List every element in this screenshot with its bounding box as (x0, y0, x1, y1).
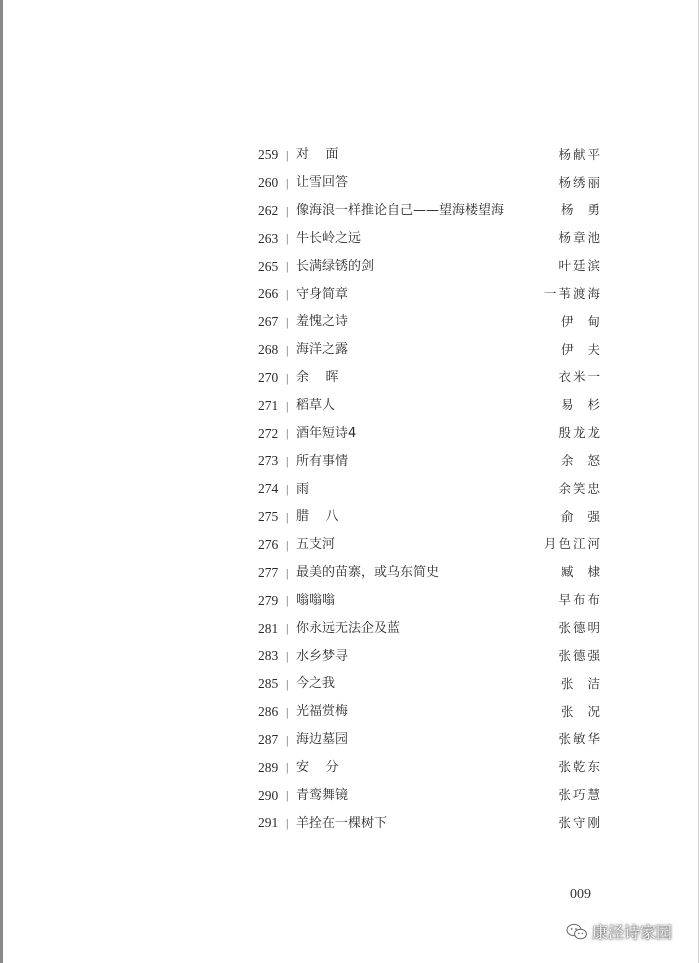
toc-author: 余笑忠 (558, 480, 602, 496)
toc-page-number: 281 (258, 620, 279, 636)
toc-entry (258, 336, 600, 364)
toc-separator: | (286, 760, 289, 775)
toc-title: 对 面 (296, 147, 339, 163)
toc-entry (258, 169, 600, 197)
toc-entry (258, 419, 600, 447)
toc-separator: | (286, 370, 289, 385)
toc-separator: | (286, 314, 289, 329)
toc-entry (258, 559, 600, 587)
toc-author: 一苇渡海 (543, 285, 602, 301)
toc-page-number: 275 (258, 509, 279, 525)
toc-page-number: 259 (258, 147, 279, 163)
toc-page-number: 263 (258, 230, 279, 246)
toc-separator: | (286, 537, 289, 552)
toc-author: 张巧慧 (558, 787, 602, 803)
toc-title: 最美的苗寨，或乌东简史 (296, 565, 440, 581)
toc-title: 余 晖 (296, 370, 339, 386)
toc-title: 今之我 (296, 676, 336, 692)
toc-author: 月色江河 (543, 536, 602, 552)
toc-author: 杨绣丽 (558, 174, 602, 190)
toc-page-number: 265 (258, 258, 279, 274)
toc-page-number: 277 (258, 564, 279, 580)
toc-separator: | (286, 147, 289, 162)
toc-title: 水乡梦寻 (296, 648, 349, 664)
toc-separator: | (286, 482, 289, 497)
toc-separator: | (286, 203, 289, 218)
toc-entry (258, 531, 600, 559)
table-of-contents (258, 141, 600, 837)
toc-author: 张乾东 (558, 759, 602, 775)
toc-entry (258, 587, 600, 615)
toc-title: 让雪回答 (296, 175, 349, 191)
toc-title: 五支河 (296, 537, 336, 553)
toc-entry (258, 642, 600, 670)
toc-title: 羞愧之诗 (296, 314, 349, 330)
toc-title: 雨 (296, 481, 310, 497)
toc-author: 张 洁 (561, 675, 602, 691)
toc-entry (258, 698, 600, 726)
toc-separator: | (286, 259, 289, 274)
toc-separator: | (286, 676, 289, 691)
toc-entry (258, 364, 600, 392)
toc-title: 守身简章 (296, 286, 349, 302)
toc-separator: | (286, 454, 289, 469)
wechat-icon (566, 923, 588, 941)
toc-author: 杨 勇 (561, 202, 602, 218)
toc-author: 张德强 (558, 647, 602, 663)
toc-page-number: 283 (258, 648, 279, 664)
toc-page-number: 289 (258, 759, 279, 775)
toc-author: 张德明 (558, 620, 602, 636)
toc-author: 张 况 (561, 703, 602, 719)
toc-title: 所有事情 (296, 453, 349, 469)
watermark-text: 康泾诗家园 (592, 923, 673, 942)
toc-entry (258, 280, 600, 308)
toc-author: 伊 甸 (561, 313, 602, 329)
toc-separator: | (286, 398, 289, 413)
toc-separator: | (286, 175, 289, 190)
toc-page-number: 260 (258, 175, 279, 191)
toc-page-number: 262 (258, 202, 279, 218)
toc-page-number: 286 (258, 704, 279, 720)
toc-entry (258, 197, 600, 225)
toc-entry (258, 670, 600, 698)
toc-author: 衣米一 (558, 369, 602, 385)
toc-entry (258, 225, 600, 253)
toc-entry (258, 754, 600, 782)
toc-author: 杨献平 (558, 146, 602, 162)
toc-title: 嗡嗡嗡 (296, 592, 336, 608)
toc-entry (258, 252, 600, 280)
toc-page-number: 274 (258, 481, 279, 497)
toc-title: 青鸾舞镜 (296, 787, 349, 803)
toc-author: 叶廷滨 (558, 258, 602, 274)
toc-author: 伊 夫 (561, 341, 602, 357)
toc-page-number: 267 (258, 314, 279, 330)
toc-entry (258, 308, 600, 336)
page-number: 009 (570, 887, 591, 902)
toc-entry (258, 809, 600, 837)
toc-entry (258, 141, 600, 169)
toc-entry (258, 503, 600, 531)
toc-page-number: 271 (258, 397, 279, 413)
toc-page-number: 272 (258, 425, 279, 441)
toc-title: 安 分 (296, 759, 339, 775)
toc-separator: | (286, 231, 289, 246)
toc-author: 余 怒 (561, 452, 602, 468)
toc-entry (258, 781, 600, 809)
toc-page-number: 273 (258, 453, 279, 469)
toc-separator: | (286, 816, 289, 831)
toc-separator: | (286, 287, 289, 302)
toc-entry (258, 614, 600, 642)
toc-title: 海边墓园 (296, 732, 349, 748)
toc-author: 俞 强 (561, 508, 602, 524)
toc-page-number: 287 (258, 731, 279, 747)
toc-page-number: 276 (258, 536, 279, 552)
toc-separator: | (286, 649, 289, 664)
toc-author: 杨章池 (558, 230, 602, 246)
toc-author: 早布布 (558, 592, 602, 608)
toc-entry (258, 475, 600, 503)
toc-title: 你永远无法企及蓝 (296, 620, 401, 636)
toc-author: 易 杉 (561, 397, 602, 413)
toc-separator: | (286, 788, 289, 803)
toc-page-number: 266 (258, 286, 279, 302)
toc-separator: | (286, 426, 289, 441)
toc-separator: | (286, 621, 289, 636)
toc-separator: | (286, 593, 289, 608)
toc-title: 羊拴在一棵树下 (296, 815, 388, 831)
toc-page-number: 291 (258, 815, 279, 831)
toc-author: 臧 棣 (561, 564, 602, 580)
toc-title: 光福赏梅 (296, 704, 349, 720)
toc-page-number: 279 (258, 592, 279, 608)
toc-separator: | (286, 565, 289, 580)
toc-title: 酒年短诗4 (296, 425, 357, 441)
toc-title: 海洋之露 (296, 342, 349, 358)
toc-separator: | (286, 509, 289, 524)
toc-entry (258, 392, 600, 420)
toc-page-number: 285 (258, 676, 279, 692)
toc-title: 腊 八 (296, 509, 339, 525)
toc-title: 像海浪一样推论自己——望海楼望海 (296, 203, 505, 219)
toc-title: 稻草人 (296, 398, 336, 414)
toc-page-number: 290 (258, 787, 279, 803)
toc-title: 长满绿锈的剑 (296, 258, 375, 274)
toc-author: 张守刚 (558, 814, 602, 830)
toc-separator: | (286, 732, 289, 747)
toc-entry (258, 447, 600, 475)
watermark (566, 920, 672, 943)
toc-page-number: 268 (258, 342, 279, 358)
toc-title: 牛长岭之远 (296, 230, 362, 246)
toc-separator: | (286, 704, 289, 719)
toc-page-number: 270 (258, 369, 279, 385)
toc-entry (258, 726, 600, 754)
toc-author: 张敏华 (558, 731, 602, 747)
toc-author: 殷龙龙 (558, 425, 602, 441)
toc-separator: | (286, 342, 289, 357)
